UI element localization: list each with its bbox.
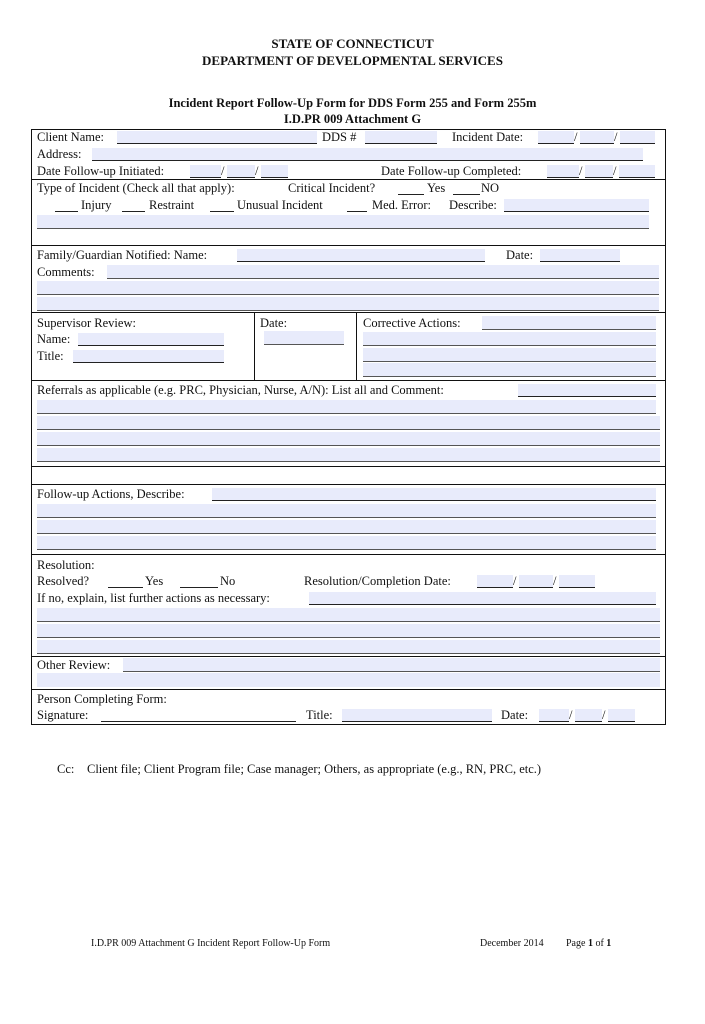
person-date-day-field[interactable] [575, 709, 602, 722]
comments-line[interactable] [37, 281, 659, 295]
followup-initiated-year-field[interactable] [261, 165, 288, 178]
resolved-yes-checkbox[interactable] [108, 575, 143, 588]
injury-label: Injury [81, 198, 112, 212]
incident-type-label: Type of Incident (Check all that apply): [37, 181, 235, 195]
corrective-actions-line[interactable] [363, 332, 656, 346]
divider-line [31, 689, 666, 690]
comments-field[interactable] [107, 265, 659, 279]
divider-line [31, 312, 666, 313]
cc-text: Client file; Client Program file; Case manager; Others, as appropriate (e.g., RN, PRC, etc.) [87, 762, 542, 776]
followup-completed-year-field[interactable] [619, 165, 655, 178]
supervisor-title-field[interactable] [73, 350, 224, 363]
referrals-line[interactable] [37, 400, 656, 414]
date-separator: / [221, 164, 225, 178]
address-field[interactable] [92, 148, 643, 161]
critical-yes-label: Yes [427, 181, 446, 195]
describe-label: Describe: [449, 198, 497, 212]
followup-actions-field[interactable] [212, 488, 656, 501]
explain-line[interactable] [37, 640, 660, 654]
incident-describe-field[interactable] [504, 199, 649, 212]
med-error-checkbox[interactable] [347, 199, 367, 212]
dds-number-label: DDS # [322, 130, 357, 144]
person-title-field[interactable] [342, 709, 492, 722]
column-divider [254, 312, 255, 380]
date-separator: / [579, 164, 583, 178]
date-separator: / [602, 708, 606, 722]
completion-date-year-field[interactable] [559, 575, 595, 588]
followup-actions-line[interactable] [37, 536, 656, 550]
person-date-month-field[interactable] [539, 709, 569, 722]
resolved-no-checkbox[interactable] [180, 575, 218, 588]
footer-page [566, 938, 611, 949]
footer-date: December 2014 [480, 938, 544, 949]
followup-initiated-day-field[interactable] [227, 165, 255, 178]
date-separator: / [614, 130, 618, 144]
followup-actions-label: Follow-up Actions, Describe: [37, 487, 185, 501]
critical-yes-checkbox[interactable] [398, 182, 424, 195]
comments-label: Comments: [37, 265, 95, 279]
department-heading: DEPARTMENT OF DEVELOPMENTAL SERVICES [202, 53, 503, 68]
supervisor-date-label: Date: [260, 316, 288, 330]
explain-field[interactable] [309, 592, 656, 605]
address-label: Address: [37, 147, 82, 161]
referrals-line[interactable] [37, 416, 660, 430]
followup-actions-line[interactable] [37, 520, 656, 534]
divider-line [31, 179, 666, 180]
restraint-checkbox[interactable] [122, 199, 145, 212]
med-error-label: Med. Error: [372, 198, 432, 212]
unusual-incident-label: Unusual Incident [237, 198, 323, 212]
signature-field[interactable] [101, 709, 296, 722]
person-completing-label: Person Completing Form: [37, 692, 167, 706]
incident-date-label: Incident Date: [452, 130, 524, 144]
supervisor-title-label: Title: [37, 349, 64, 363]
dds-number-field[interactable] [365, 131, 437, 144]
unusual-incident-checkbox[interactable] [210, 199, 234, 212]
critical-no-label: NO [481, 181, 500, 195]
restraint-label: Restraint [149, 198, 195, 212]
referrals-field[interactable] [518, 384, 656, 397]
footer-page-number: 1 [587, 938, 593, 949]
date-separator: / [513, 574, 517, 588]
incident-date-day-field[interactable] [580, 131, 614, 144]
date-separator: / [574, 130, 578, 144]
explain-line[interactable] [37, 608, 660, 622]
footer-form-name: I.D.PR 009 Attachment G Incident Report Follow-Up Form [91, 938, 331, 949]
cc-label: Cc: [57, 762, 75, 776]
footer-page-prefix: Page [566, 938, 586, 949]
other-review-field[interactable] [123, 658, 660, 672]
date-separator: / [255, 164, 259, 178]
date-separator: / [569, 708, 573, 722]
referrals-line[interactable] [37, 432, 660, 446]
person-date-year-field[interactable] [608, 709, 635, 722]
divider-line [31, 380, 666, 381]
client-name-field[interactable] [117, 131, 317, 144]
supervisor-review-label: Supervisor Review: [37, 316, 136, 330]
divider-line [31, 484, 666, 485]
followup-actions-line[interactable] [37, 504, 656, 518]
critical-incident-label: Critical Incident? [288, 181, 376, 195]
injury-checkbox[interactable] [55, 199, 78, 212]
family-date-label: Date: [506, 248, 534, 262]
family-notified-label: Family/Guardian Notified: Name: [37, 248, 208, 262]
supervisor-date-field[interactable] [264, 331, 344, 345]
corrective-actions-label: Corrective Actions: [363, 316, 461, 330]
client-name-label: Client Name: [37, 130, 104, 144]
referrals-label: Referrals as applicable (e.g. PRC, Physician, Nurse, A/N): List all and Comment: [37, 383, 444, 397]
state-heading: STATE OF CONNECTICUT [271, 36, 434, 51]
date-separator: / [613, 164, 617, 178]
followup-completed-month-field[interactable] [547, 165, 579, 178]
explain-line[interactable] [37, 624, 660, 638]
family-name-field[interactable] [237, 249, 485, 262]
column-divider [356, 312, 357, 380]
resolution-label: Resolution: [37, 558, 95, 572]
supervisor-name-label: Name: [37, 332, 71, 346]
corrective-actions-line[interactable] [363, 363, 656, 377]
person-date-label: Date: [501, 708, 529, 722]
resolved-label: Resolved? [37, 574, 90, 588]
critical-no-checkbox[interactable] [453, 182, 480, 195]
comments-line[interactable] [37, 297, 659, 311]
footer-page-total: 1 [606, 938, 612, 949]
divider-line [31, 245, 666, 246]
family-date-field[interactable] [540, 249, 620, 262]
followup-initiated-month-field[interactable] [190, 165, 221, 178]
incident-describe-line[interactable] [37, 215, 649, 229]
other-review-line[interactable] [37, 673, 660, 687]
completion-date-label: Resolution/Completion Date: [304, 574, 451, 588]
completion-date-month-field[interactable] [477, 575, 513, 588]
referrals-line[interactable] [37, 448, 660, 462]
followup-completed-label: Date Follow-up Completed: [381, 164, 522, 178]
corrective-actions-line[interactable] [363, 348, 656, 362]
followup-completed-day-field[interactable] [585, 165, 613, 178]
incident-date-year-field[interactable] [620, 131, 655, 144]
form-title: Incident Report Follow-Up Form for DDS Form 255 and Form 255m [168, 96, 537, 110]
completion-date-day-field[interactable] [519, 575, 553, 588]
divider-line [31, 466, 666, 467]
divider-line [31, 656, 666, 657]
resolved-no-label: No [220, 574, 236, 588]
corrective-actions-field[interactable] [482, 316, 656, 330]
date-separator: / [553, 574, 557, 588]
resolved-yes-label: Yes [145, 574, 164, 588]
person-title-label: Title: [306, 708, 333, 722]
attachment-title: I.D.PR 009 Attachment G [283, 112, 422, 126]
explain-label: If no, explain, list further actions as necessary: [37, 591, 270, 605]
incident-date-month-field[interactable] [538, 131, 574, 144]
followup-initiated-label: Date Follow-up Initiated: [37, 164, 165, 178]
signature-label: Signature: [37, 708, 89, 722]
other-review-label: Other Review: [37, 658, 111, 672]
divider-line [31, 554, 666, 555]
supervisor-name-field[interactable] [78, 333, 224, 346]
footer-page-of: of [595, 938, 604, 949]
